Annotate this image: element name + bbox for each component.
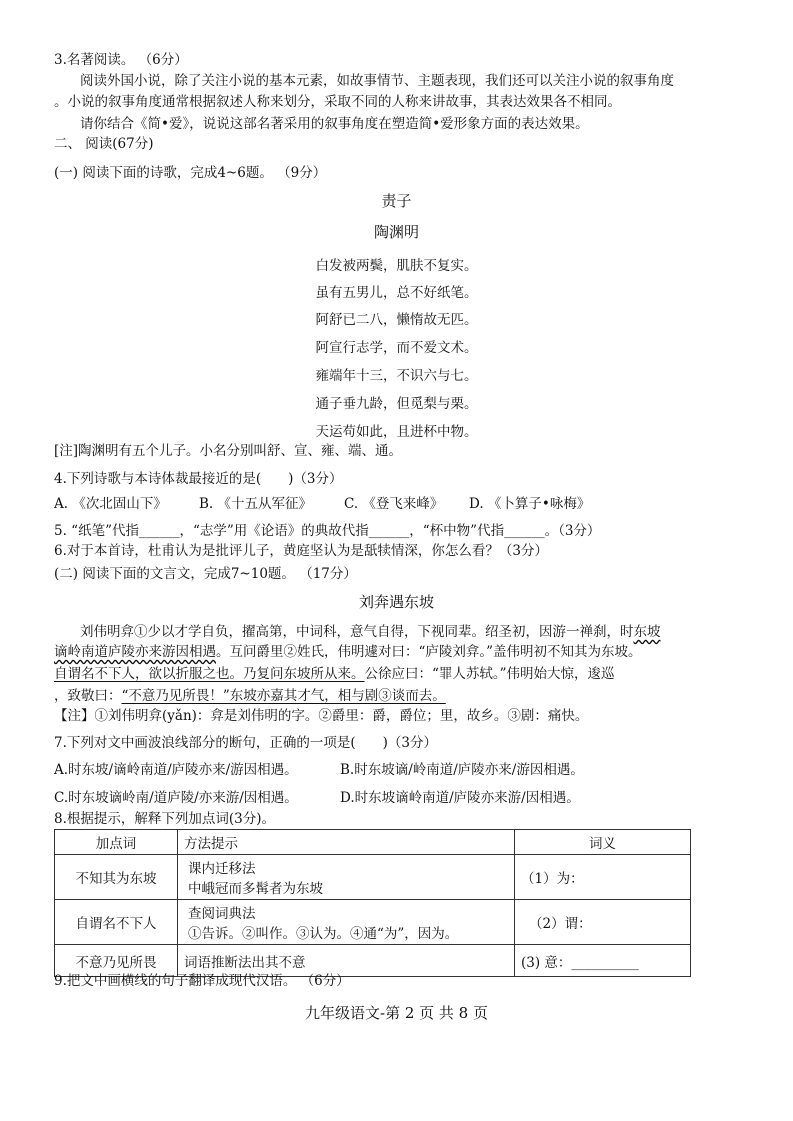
q4-options — [54, 494, 590, 514]
poem-line: 雍端年十三，不识六与七。 — [315, 368, 478, 384]
poem-line: 天运苟如此，且进杯中物。 — [315, 424, 478, 440]
q4-option-b: B. 《十五从军征》 — [199, 496, 313, 512]
part-2-heading: (二) 阅读下面的文言文，完成7~10题。 （17分） — [54, 566, 357, 582]
poem-line: 阿舒已二八，懒惰故无匹。 — [315, 312, 478, 328]
table-cell-meaning: （1）为： — [515, 855, 691, 900]
table-cell-meaning: （2）谓： — [515, 900, 691, 945]
part-1-heading: (一) 阅读下面的诗歌，完成4~6题。 （9分） — [54, 165, 327, 181]
q4-option-c: C. 《登飞来峰》 — [344, 496, 444, 512]
table-cell-word: 不知其为东坡 — [55, 855, 178, 900]
essay-line-4 — [54, 686, 446, 706]
q3-paragraph-1: 阅读外国小说，除了关注小说的基本元素，如故事情节、主题表现，我们还可以关注小说的叙事角度 — [80, 73, 674, 89]
table-cell-hint — [178, 855, 515, 900]
essay-text: ，致敬曰： — [54, 688, 122, 704]
q6-stem: 6.对于本首诗，杜甫认为是批评儿子，黄庭坚认为是舐犊情深，你怎么看？（3分） — [54, 543, 548, 559]
poem-note: [注]陶渊明有五个儿子。小名分别叫舒、宣、雍、端、通。 — [54, 443, 403, 459]
table-cell-hint: 词语推断法出其不意 — [178, 945, 515, 977]
poem-line: 虽有五男儿，总不好纸笔。 — [315, 285, 478, 301]
essay-wavy-text: 谪岭南道庐陵亦来游因相遇 — [54, 644, 216, 660]
q7-option-b: B.时东坡谪/岭南道/庐陵亦来/游因相遇。 — [340, 762, 584, 778]
q7-stem: 7.下列对文中画波浪线部分的断句，正确的一项是( )（3分） — [54, 735, 438, 751]
table-header-cell: 方法提示 — [178, 830, 515, 855]
q4-option-d: D. 《卜算子•咏梅》 — [469, 496, 591, 512]
essay-underlined-text: 乃复问东坡所从来。 — [243, 666, 365, 682]
poem-author: 陶渊明 — [373, 223, 419, 241]
q3-title: 3.名著阅读。 （6分） — [54, 52, 188, 68]
q7-options-ab — [54, 760, 584, 780]
q4-stem: 4.下列诗歌与本诗体裁最接近的是( )（3分） — [54, 471, 343, 487]
table-cell-hint — [178, 900, 515, 945]
q5-stem: 5. “纸笔”代指______，“志学”用《论语》的典故代指______，“杯中物”代指______。（3分） — [54, 523, 601, 539]
q7-option-a: A.时东坡/谪岭南道/庐陵亦来/游因相遇。 — [54, 762, 298, 778]
essay-underlined-text: “不意乃见所畏！”东坡亦嘉其才气，相与剧③谈而去。 — [121, 688, 446, 704]
essay-text: 公徐应曰：“罪人苏轼。”伟明始大惊，逡巡 — [364, 666, 615, 682]
essay-underlined-text: 自谓名不下人，欲以折服之也。 — [54, 666, 243, 682]
table-cell-meaning: (3) 意：__________ — [515, 945, 691, 977]
table-row — [55, 855, 691, 900]
table-cell-word: 不意乃见所畏 — [55, 945, 178, 977]
hint-detail: ①告诉。②叫作。③认为。④通“为”，因为。 — [188, 926, 459, 942]
table-cell-word: 自谓名不下人 — [55, 900, 178, 945]
q7-option-c: C.时东坡谪岭南/道庐陵/亦来游/因相遇。 — [54, 790, 298, 806]
essay-text: 刘伟明弇①少以才学自负，擢高第，中词科，意气自得，下视同辈。绍圣初，因游一禅刹，时 — [80, 624, 634, 640]
q8-table — [54, 829, 691, 977]
q9-stem: 9.把文中画横线的句子翻译成现代汉语。 （6分） — [54, 973, 350, 989]
table-header-row — [55, 830, 691, 855]
hint-detail: 中峨冠而多髯者为东坡 — [188, 881, 323, 897]
section-2-heading: 二、 阅读(67分) — [54, 136, 154, 152]
table-header-cell: 加点词 — [55, 830, 178, 855]
q4-option-a: A. 《次北固山下》 — [54, 496, 167, 512]
q7-options-cd — [54, 788, 580, 808]
q7-option-d: D.时东坡谪岭南道/庐陵亦来游/因相遇。 — [340, 790, 580, 806]
poem-title: 责子 — [381, 192, 412, 210]
q8-stem: 8.根据提示，解释下列加点词(3分)。 — [54, 811, 276, 827]
essay-note: 【注】①刘伟明弇(yǎn)：弇是刘伟明的字。②爵里：爵，爵位；里，故乡。③剧：痛快。 — [54, 708, 589, 724]
page-footer: 九年级语文-第 2 页 共 8 页 — [305, 1004, 488, 1022]
poem-line: 通子垂九龄，但觅梨与栗。 — [315, 396, 478, 412]
q3-paragraph-1-cont: 。小说的叙事角度通常根据叙述人称来划分，采取不同的人称来讲故事，其表达效果各不相同。 — [54, 94, 621, 110]
table-header-cell: 词义 — [515, 830, 691, 855]
poem-line: 白发被两鬓，肌肤不复实。 — [315, 258, 478, 274]
hint-method: 课内迁移法 — [188, 861, 256, 877]
essay-line-2 — [54, 642, 642, 662]
poem-line: 阿宣行志学，而不爱文术。 — [315, 340, 478, 356]
essay-wavy-text: 东坡 — [633, 624, 661, 640]
q3-paragraph-2: 请你结合《简•爱》，说说这部名著采用的叙事角度在塑造简•爱形象方面的表达效果。 — [80, 116, 589, 132]
essay-line-3 — [54, 664, 615, 684]
essay-text: 。互问爵里②姓氏，伟明遽对曰：“庐陵刘弇。”盖伟明初不知其为东坡。 — [216, 644, 642, 660]
table-row — [55, 900, 691, 945]
essay-line-1 — [54, 622, 661, 642]
essay-title: 刘奔遇东坡 — [358, 593, 434, 611]
hint-method: 查阅词典法 — [188, 906, 256, 922]
